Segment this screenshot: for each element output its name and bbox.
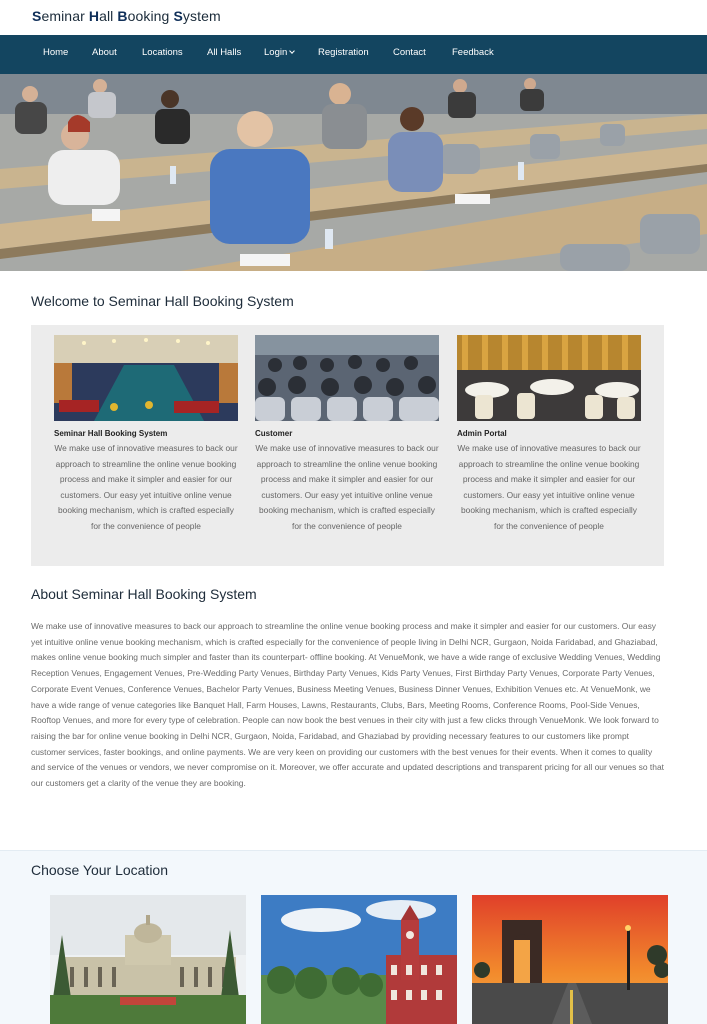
nav-feedback-link[interactable]: Feedback: [452, 47, 494, 58]
nav-locations-link[interactable]: Locations: [142, 47, 183, 58]
brand-word: eminar: [41, 8, 89, 24]
feature-description: We make use of innovative measures to back our approach to streamline the online venue booking process and make it simpler and easier for our customers. Our easy yet intuitive online venue booking mechanism, which is crafted especially for the convenience of people: [255, 443, 439, 531]
features-section: [31, 325, 664, 566]
site-logo-text[interactable]: [32, 8, 221, 24]
brand-word: ooking: [127, 8, 174, 24]
india-gate-landmark-image: [472, 895, 668, 1024]
feature-title: Admin Portal: [457, 429, 507, 438]
brand-initial: B: [117, 8, 128, 24]
brand-initial: H: [88, 8, 100, 24]
conference-photo-illustration: [0, 74, 707, 271]
seminar-hall-image: [54, 335, 238, 421]
palace-landmark-image: [50, 895, 246, 1024]
about-paragraph: We make use of innovative measures to back our approach to streamline the online venue booking process and make it simpler and easier for our customers. Our easy yet intuitive online venue booking mechanism, which is crafted especially for the convenience of people living in Delhi NCR, Gurgaon, Noida Faridabad, and Ghaziabad, makes online venue booking much simpler and faster than its counterpart- offline booking. At VenueMonk, we have a wide range of exclusive Wedding Venues, Wedding Reception Venues, Engagement Venues, Pre-Wedding Party Venues, Birthday Party Venues, Kids Party Venues, First Birthday Party Venues, Corporate Party Venues, Corporate Event Venues, Conference Venues, Bachelor Party Venues, Business Meeting Venues, Business Dinner Venues, Exhibition Venues etc. At VenueMonk, we have a wide range of venue categories like Banquet Hall, Farm Houses, Lawns, Restaurants, Clubs, Bars, Meeting Rooms, Conference Rooms, Pool-Side Venues, Rooftop Venues, and more for every type of celebration. People can now book the best venues in their city with just a few clicks through VenueMonk. We look forward to raising the bar for online venue booking in Delhi NCR, Gurgaon, Noida, Faridabad, and Ghaziabad by providing necessary features to our customers like prompt customer services, faster bookings, and online payments. We are very keen on providing our customers with the best venues for their events. When it comes to quality and service of the venues or vendors, we never compromise on it. Moreover, we offer accurate and updated descriptions and transparent pricing for all our venues so that our customers get a clarity of the venue they are booking.: [31, 621, 665, 789]
nav-home-link[interactable]: Home: [43, 47, 69, 58]
nav-all-halls-link[interactable]: All Halls: [207, 47, 242, 58]
nav-contact-link[interactable]: Contact: [393, 47, 426, 58]
hero-conference-image: [0, 74, 707, 271]
feature-card: [255, 335, 439, 535]
locations-heading: Choose Your Location: [31, 862, 168, 878]
clock-tower-landmark-image: [261, 895, 457, 1024]
about-heading: About Seminar Hall Booking System: [31, 586, 257, 602]
nav-login-label: Login: [264, 47, 288, 58]
nav-registration-link[interactable]: Registration: [318, 47, 369, 58]
brand-word: ystem: [182, 8, 221, 24]
customer-audience-image: [255, 335, 439, 421]
main-navigation: [0, 35, 707, 74]
brand-word: all: [99, 8, 118, 24]
brand-initial: S: [173, 8, 183, 24]
header-bar: [0, 0, 707, 35]
feature-card: [457, 335, 641, 535]
feature-card: [54, 335, 238, 535]
audience-illustration: [255, 335, 439, 421]
feature-title: Seminar Hall Booking System: [54, 429, 168, 438]
feature-description: We make use of innovative measures to back our approach to streamline the online venue booking process and make it simpler and easier for our customers. Our easy yet intuitive online venue booking mechanism, which is crafted especially for the convenience of people: [54, 443, 238, 531]
seminar-hall-illustration: [54, 335, 238, 421]
nav-login-dropdown[interactable]: [264, 47, 294, 58]
welcome-heading: Welcome to Seminar Hall Booking System: [31, 293, 294, 309]
banquet-illustration: [457, 335, 641, 421]
location-card-chennai[interactable]: [261, 895, 457, 1024]
brand-initial: S: [32, 8, 42, 24]
chevron-down-icon: [289, 48, 295, 54]
admin-banquet-image: [457, 335, 641, 421]
feature-description: We make use of innovative measures to back our approach to streamline the online venue booking process and make it simpler and easier for our customers. Our easy yet intuitive online venue booking mechanism, which is crafted especially for the convenience of people: [457, 443, 641, 531]
location-card-delhi[interactable]: [472, 895, 668, 1024]
feature-title: Customer: [255, 429, 293, 438]
nav-about-link[interactable]: About: [92, 47, 117, 58]
location-card-bangalore[interactable]: [50, 895, 246, 1024]
